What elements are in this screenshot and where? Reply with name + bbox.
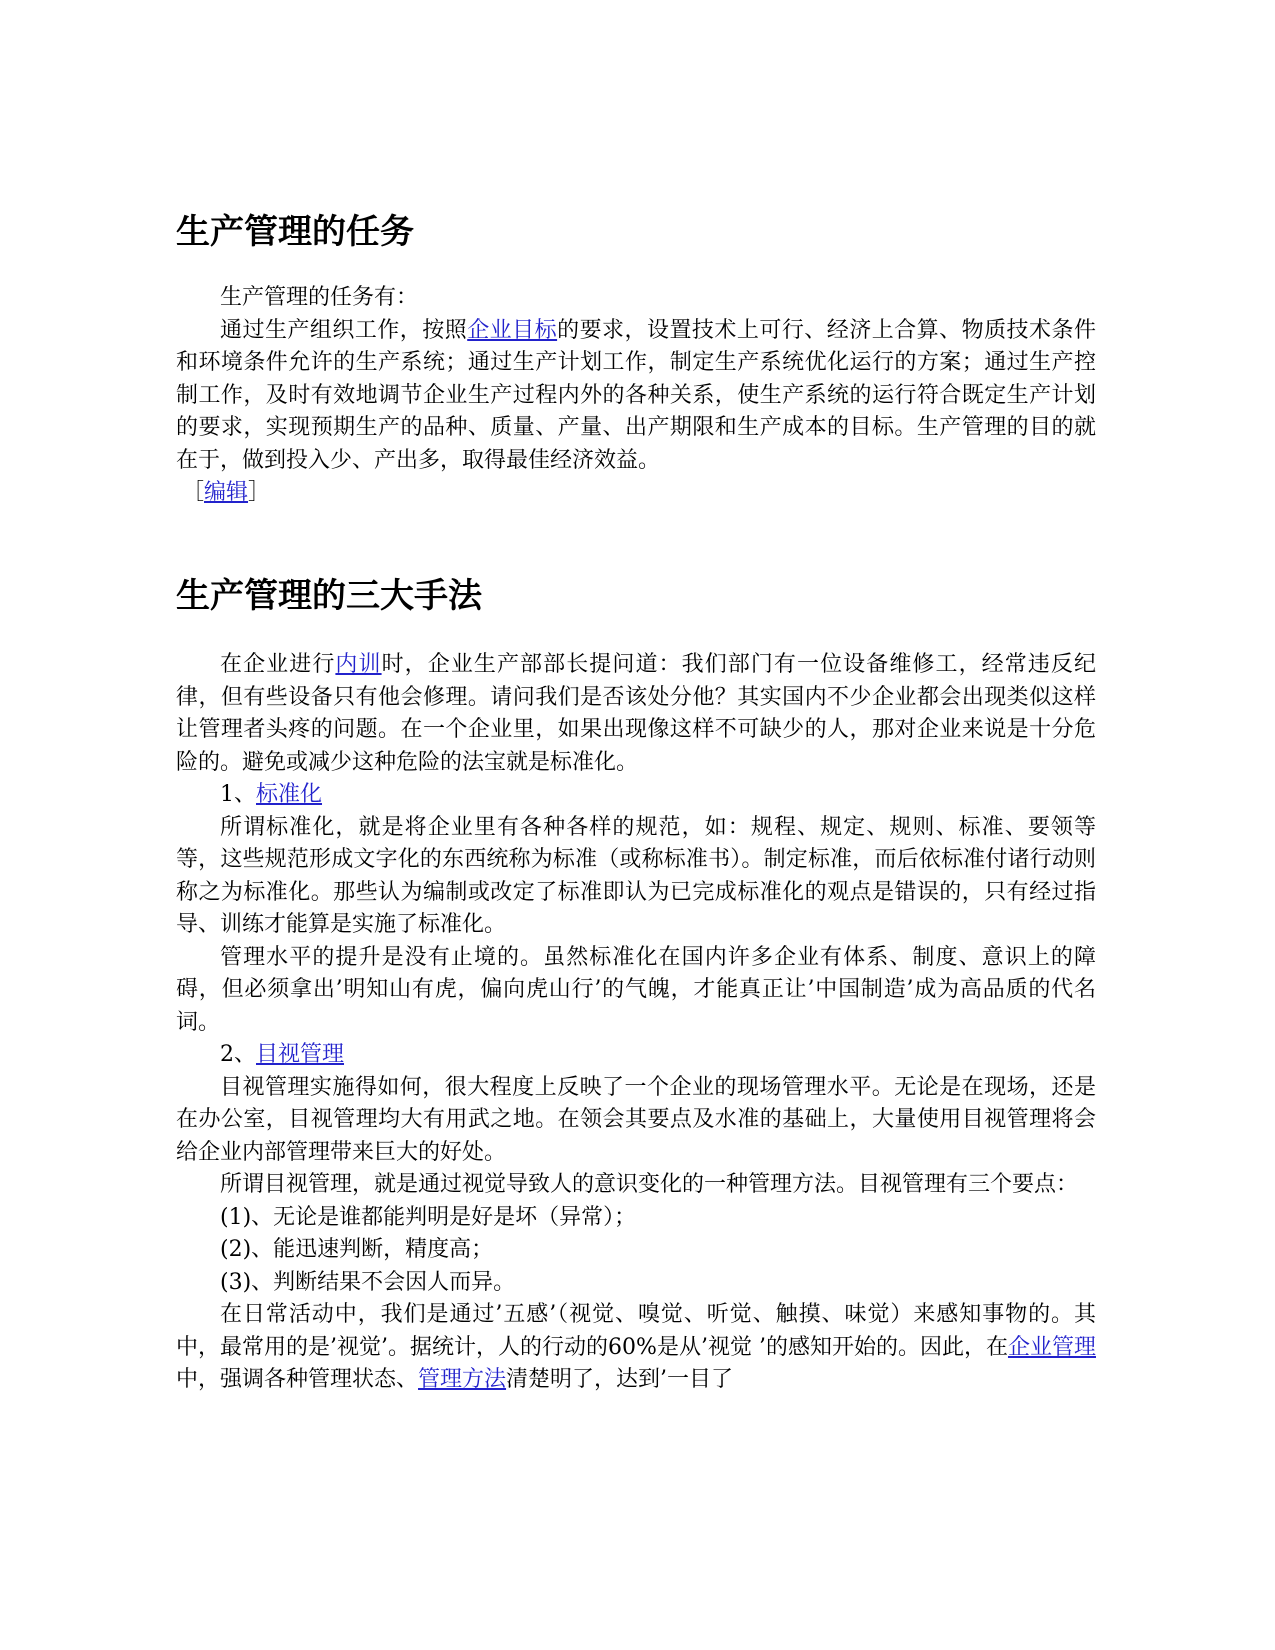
item-visual-management-heading [176,1039,1096,1072]
item-standardization-heading [176,779,1096,812]
section-three-methods [176,649,1096,1397]
link-visual-management[interactable]: 目视管理 [256,1042,345,1067]
paragraph-text: 中，强调各种管理状态、 [176,1367,419,1392]
link-internal-training[interactable]: 内训 [335,652,382,677]
intro-paragraph: 生产管理的任务有： [220,285,419,310]
standardization-paragraph: 所谓标准化，就是将企业里有各种各样的规范，如：规程、规定、规则、标准、要领等等，这些规范形成文字化的东西统称为标准（或称标准书）。制定标准，而后依标准付诸行动则称之为标准化。那些认为编制或改定了标准即认为已完成标准化的观点是错误的，只有经过指导、训练才能算是实施了标准化。 [176,814,1096,937]
section-title-three-methods: 生产管理的三大手法 [176,576,482,616]
link-management-methods[interactable]: 管理方法 [418,1367,507,1392]
paragraph-text: 在企业进行 [220,652,336,677]
tasks-paragraph [176,315,1096,478]
section-production-tasks [176,282,1096,510]
paragraph-text: 的要求，设置技术上可行、经济上合算、物质技术条件和环境条件允许的生产系统；通过生产计划工作，制定生产系统优化运行的方案；通过生产控制工作，及时有效地调节企业生产过程内外的各种关系，使生产系统的运行符合既定生产计划的要求，实现预期生产的品种、质量、产量、出产期限和生产成本的目标。生产管理的目的就在于，做到投入少、产出多，取得最佳经济效益。 [176,317,1096,473]
item-number: 1、 [220,782,256,807]
edit-line [176,477,1096,510]
item-number: 2、 [220,1042,256,1067]
internal-training-paragraph [176,649,1096,779]
link-enterprise-management[interactable]: 企业管理 [1007,1334,1096,1360]
key-point-1: (1)、无论是谁都能判明是好是坏（异常）； [220,1204,637,1230]
key-point-2: (2)、能迅速判断，精度高； [220,1237,494,1262]
paragraph-text: 在日常活动中，我们是通过’五感’（视觉、嗅觉、听觉、触摸、味觉）来感知事物的。其中，最常用的是’视觉’。据统计，人的行动的60%是从’视觉 ’的感知开始的。因此，在 [176,1302,1096,1360]
management-level-paragraph: 管理水平的提升是没有止境的。虽然标准化在国内许多企业有体系、制度、意识上的障碍，但必须拿出’明知山有虎，偏向虎山行’的气魄，才能真正让’中国制造’成为高品质的代名词。 [176,944,1096,1035]
paragraph-text: 清楚明了，达到’一目了 [506,1367,734,1392]
bracket-open: ［ [182,480,205,505]
paragraph-text: 时，企业生产部部长提问道：我们部门有一位设备维修工，经常违反纪律，但有些设备只有他会修理。请问我们是否该处分他？其实国内不少企业都会出现类似这样让管理者头疼的问题。在一个企业里，如果出现像这样不可缺少的人，那对企业来说是十分危险的。避免或减少这种危险的法宝就是标准化。 [176,652,1096,775]
key-point-3: (3)、判断结果不会因人而异。 [220,1269,516,1295]
visual-management-paragraph-2: 所谓目视管理，就是通过视觉导致人的意识变化的一种管理方法。目视管理有三个要点： [220,1172,1079,1197]
edit-link[interactable]: 编辑 [204,480,249,505]
bracket-close: ］ [248,480,271,505]
paragraph-text: 通过生产组织工作，按照 [220,317,468,343]
five-senses-paragraph [176,1299,1096,1397]
visual-management-paragraph-1: 目视管理实施得如何，很大程度上反映了一个企业的现场管理水平。无论是在现场，还是在办公室，目视管理均大有用武之地。在领会其要点及水准的基础上，大量使用目视管理将会给企业内部管理带来巨大的好处。 [176,1074,1096,1165]
link-standardization[interactable]: 标准化 [256,782,323,807]
link-enterprise-goal[interactable]: 企业目标 [467,317,558,343]
section-title-production-tasks: 生产管理的任务 [176,212,414,252]
